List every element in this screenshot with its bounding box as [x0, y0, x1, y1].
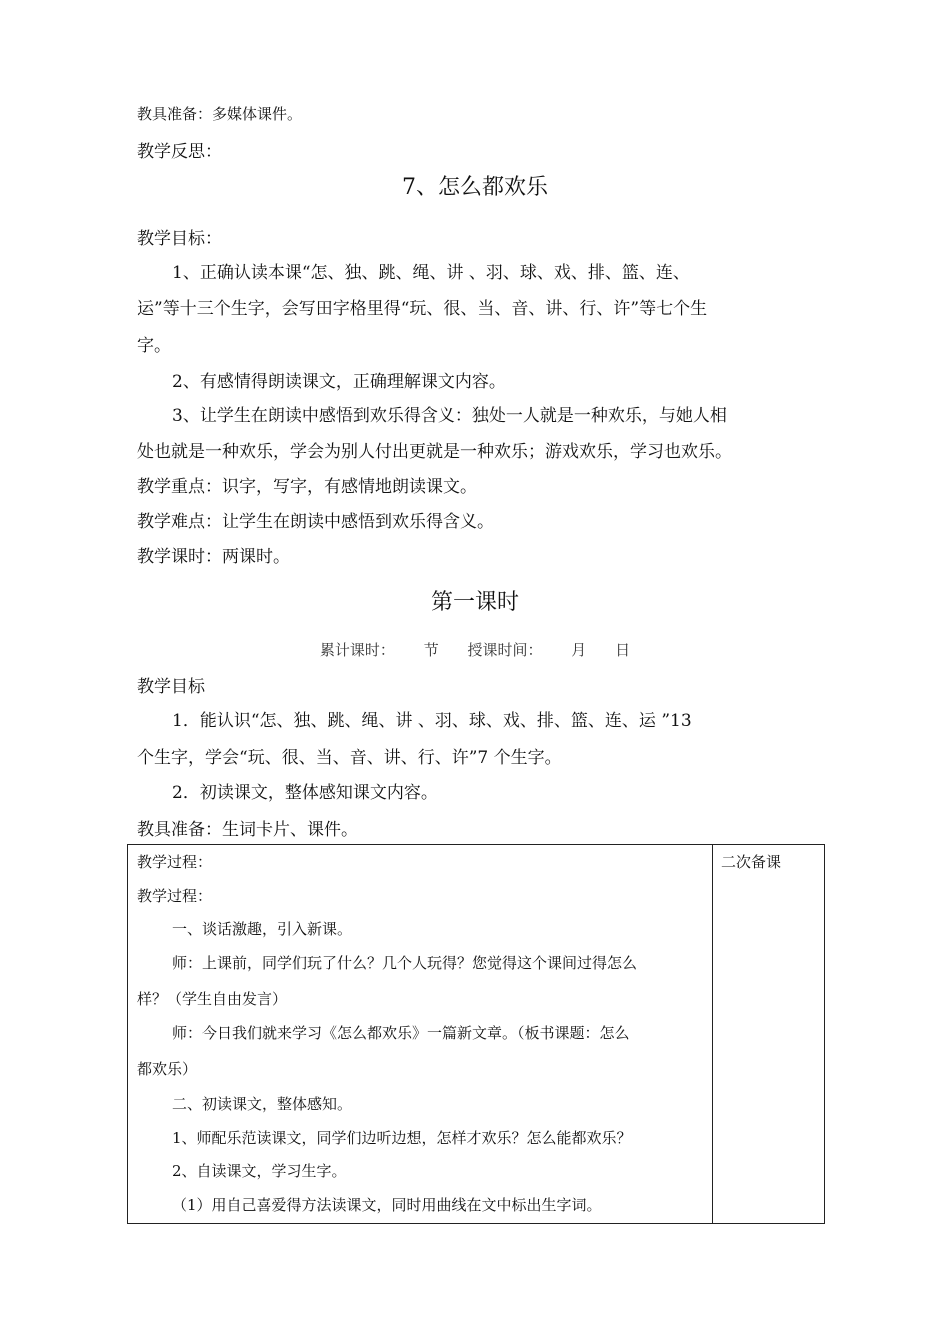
difficulty: 教学难点：让学生在朗读中感悟到欢乐得含义。 [137, 512, 494, 532]
session-objective-1-line-1: 1．能认识“怎、独、跳、绳、讲 、羽、球、戏、排、篮、连、运 ”13 [172, 711, 692, 731]
process-main-cell [128, 845, 713, 1224]
objective-1-line-2: 运”等十三个生字，会写田字格里得“玩、很、当、音、讲、行、许”等七个生 [137, 299, 708, 319]
process-line: 一、谈话激趣，引入新课。 [172, 920, 353, 938]
session-objective-1-line-2: 个生字，学会“玩、很、当、音、讲、行、许”7 个生字。 [137, 748, 562, 768]
key-point: 教学重点：识字，写字，有感情地朗读课文。 [137, 477, 477, 497]
process-table [127, 844, 825, 1224]
process-line: 都欢乐） [137, 1060, 198, 1078]
month-label: 月 [571, 641, 587, 659]
periods: 教学课时：两课时。 [137, 547, 290, 567]
session-prep: 教具准备：生词卡片、课件。 [137, 820, 358, 840]
process-line: 2、自读课文，学习生字。 [172, 1162, 347, 1180]
objective-1-line-1: 1、正确认读本课“怎、独、跳、绳、讲 、羽、球、戏、排、篮、连、 [172, 263, 690, 283]
process-line: 二、初读课文，整体感知。 [172, 1095, 353, 1113]
session-title: 第一课时 [430, 590, 519, 615]
objective-1-line-3: 字。 [137, 336, 171, 356]
reflection-label: 教学反思： [137, 142, 222, 162]
second-prep-cell [713, 845, 825, 1224]
section-label: 节 [423, 641, 439, 659]
time-label: 授课时间： [467, 641, 543, 659]
cumulative-label: 累计课时： [319, 641, 395, 659]
process-line: 教学过程： [137, 887, 213, 905]
lesson-title: 7、怎么都欢乐 [402, 175, 548, 200]
objectives-heading: 教学目标： [137, 229, 222, 249]
process-line: 教学过程： [137, 853, 213, 871]
process-line: （1）用自己喜爱得方法读课文，同时用曲线在文中标出生字词。 [172, 1196, 602, 1214]
day-label: 日 [615, 641, 631, 659]
process-line: 1、师配乐范读课文，同学们边听边想，怎样才欢乐？怎么能都欢乐？ [172, 1129, 632, 1147]
session-objective-2: 2．初读课文，整体感知课文内容。 [172, 783, 438, 803]
second-prep-header: 二次备课 [721, 853, 782, 871]
session-meta [0, 639, 950, 660]
objective-3-line-2: 处也就是一种欢乐，学会为别人付出更就是一种欢乐；游戏欢乐，学习也欢乐。 [137, 442, 732, 462]
prep-previous: 教具准备：多媒体课件。 [137, 105, 303, 123]
objective-2: 2、有感情得朗读课文，正确理解课文内容。 [172, 372, 506, 392]
process-line: 师：上课前，同学们玩了什么？几个人玩得？您觉得这个课间过得怎么 [172, 954, 638, 972]
session-objectives-heading: 教学目标 [137, 677, 205, 697]
process-line: 师：今日我们就来学习《怎么都欢乐》一篇新文章。（板书课题：怎么 [172, 1024, 630, 1042]
process-line: 样？（学生自由发言） [137, 990, 288, 1008]
objective-3-line-1: 3、让学生在朗读中感悟到欢乐得含义：独处一人就是一种欢乐，与她人相 [172, 406, 727, 426]
